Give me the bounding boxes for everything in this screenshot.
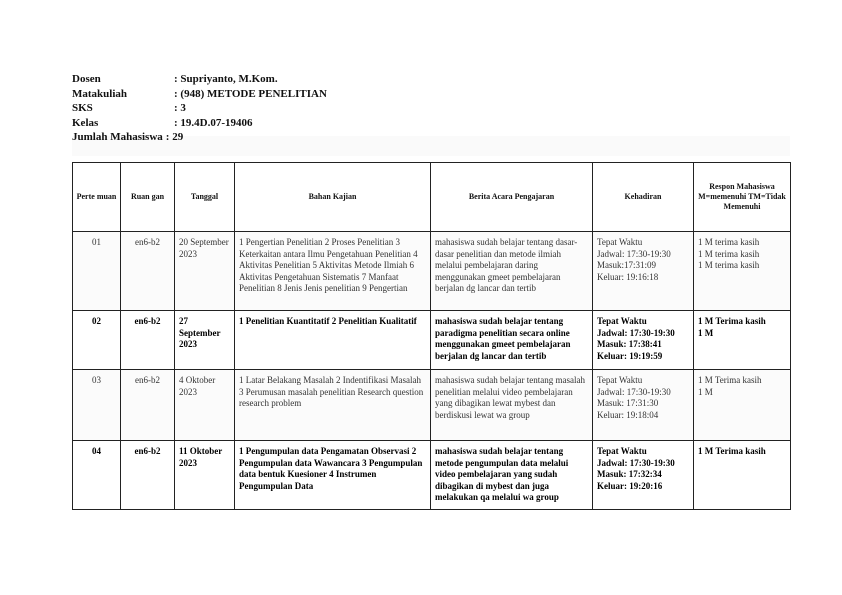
- header-berita: Berita Acara Pengajaran: [431, 163, 593, 232]
- kehadiran-jadwal: Jadwal: 17:30-19:30: [597, 327, 675, 338]
- table-row: [73, 311, 791, 370]
- berita-cell: mahasiswa sudah belajar tentang dasar-dasar penelitian dan metode ilmiah melalui pembelajaran daring menggunakan gmeet pembelajaran berjalan dg lancar dan tertib: [431, 232, 593, 311]
- kehadiran-jadwal: Jadwal: 17:30-19:30: [597, 248, 671, 259]
- respon-line: 1 M terima kasih: [698, 237, 760, 247]
- respon-line: 1 M Terima kasih: [698, 316, 766, 326]
- kehadiran-keluar: Keluar: 19:16:18: [597, 271, 659, 282]
- bahan-cell: 1 Pengertian Penelitian 2 Proses Penelitian 3 Keterkaitan antara Ilmu Pengetahuan Penelitian 4 Aktivitas Penelitian 5 Aktivitas Metode Ilmiah 6 Aktivitas Pengetahuan Sistematis 7 Manfaat Penelitian 8 Jenis Jenis penelitian 9 Pengertian: [235, 232, 431, 311]
- header-pertemuan: Perte muan: [73, 163, 121, 232]
- berita-cell: mahasiswa sudah belajar tentang metode pengumpulan data melalui video pembelajaran yang sudah dibagikan di mybest dan juga melakukan qa melalui wa group: [431, 441, 593, 510]
- tanggal-cell: 4 Oktober 2023: [175, 370, 235, 441]
- sks-label: SKS: [72, 102, 93, 114]
- dosen-value: : Supriyanto, M.Kom.: [174, 73, 278, 85]
- respon-cell: [694, 370, 791, 441]
- kehadiran-status: Tepat Waktu: [597, 316, 647, 326]
- kehadiran-jadwal: Jadwal: 17:30-19:30: [597, 457, 675, 468]
- respon-line: 1 M Terima kasih: [698, 375, 762, 385]
- respon-cell: [694, 232, 791, 311]
- table-row: [73, 441, 791, 510]
- pertemuan-cell: 03: [73, 370, 121, 441]
- berita-cell: mahasiswa sudah belajar tentang masalah penelitian melalui video pembelajaran yang dibagikan lewat mybest dan berdiskusi lewat wa group: [431, 370, 593, 441]
- bahan-cell: 1 Pengumpulan data Pengamatan Observasi 2 Pengumpulan data Wawancara 3 Pengumpulan data bentuk Kuesioner 4 Instrumen Pengumpulan Data: [235, 441, 431, 510]
- matakuliah-row: [72, 87, 327, 102]
- header-kehadiran: Kehadiran: [593, 163, 694, 232]
- kehadiran-masuk: Masuk: 17:38:41: [597, 339, 662, 350]
- kehadiran-cell: [593, 311, 694, 370]
- tanggal-cell: 27 September 2023: [175, 311, 235, 370]
- ruangan-cell: en6-b2: [121, 441, 175, 510]
- kelas-value: : 19.4D.07-19406: [174, 116, 253, 129]
- table-row: [73, 370, 791, 441]
- kehadiran-cell: [593, 441, 694, 510]
- header-tanggal: Tanggal: [175, 163, 235, 232]
- schedule-table: [72, 162, 791, 510]
- course-info-header: [72, 72, 327, 145]
- sks-row: [72, 101, 327, 116]
- table-header-row: [73, 163, 791, 232]
- dosen-label: Dosen: [72, 73, 101, 85]
- ruangan-cell: en6-b2: [121, 232, 175, 311]
- header-respon: Respon Mahasiswa M=memenuhi TM=Tidak Memenuhi: [694, 163, 791, 232]
- table-row: [73, 232, 791, 311]
- kehadiran-jadwal: Jadwal: 17:30-19:30: [597, 386, 671, 397]
- ruangan-cell: en6-b2: [121, 370, 175, 441]
- bahan-cell: 1 Latar Belakang Masalah 2 Indentifikasi Masalah 3 Perumusan masalah penelitian Research question research problem: [235, 370, 431, 441]
- dosen-row: [72, 72, 327, 87]
- bahan-cell: 1 Penelitian Kuantitatif 2 Penelitian Kualitatif: [235, 311, 431, 370]
- kehadiran-status: Tepat Waktu: [597, 446, 647, 456]
- kehadiran-masuk: Masuk:17:31:09: [597, 260, 657, 271]
- kehadiran-keluar: Keluar: 19:20:16: [597, 480, 663, 491]
- kehadiran-cell: [593, 232, 694, 311]
- kehadiran-masuk: Masuk: 17:32:34: [597, 469, 662, 480]
- respon-line: 1 M Terima kasih: [698, 446, 766, 456]
- berita-cell: mahasiswa sudah belajar tentang paradigma penelitian secara online menggunakan gmeet pembelajaran berjalan dg lancar dan tertib: [431, 311, 593, 370]
- respon-line: 1 M: [698, 386, 713, 397]
- ruangan-cell: en6-b2: [121, 311, 175, 370]
- respon-cell: [694, 311, 791, 370]
- pertemuan-cell: 02: [73, 311, 121, 370]
- kehadiran-keluar: Keluar: 19:18:04: [597, 409, 659, 420]
- tanggal-cell: 11 Oktober 2023: [175, 441, 235, 510]
- kehadiran-masuk: Masuk: 17:31:30: [597, 398, 659, 409]
- kelas-row: [72, 116, 327, 131]
- respon-line: 1 M terima kasih: [698, 248, 760, 259]
- kehadiran-status: Tepat Waktu: [597, 375, 643, 385]
- header-ruangan: Ruan gan: [121, 163, 175, 232]
- jumlah-label: Jumlah Mahasiswa: [72, 131, 163, 143]
- respon-line: 1 M terima kasih: [698, 260, 760, 271]
- matakuliah-value: : (948) METODE PENELITIAN: [174, 87, 327, 100]
- kehadiran-status: Tepat Waktu: [597, 237, 643, 247]
- header-bahan: Bahan Kajian: [235, 163, 431, 232]
- kelas-label: Kelas: [72, 116, 99, 129]
- sks-value: : 3: [174, 102, 186, 114]
- pertemuan-cell: 01: [73, 232, 121, 311]
- kehadiran-keluar: Keluar: 19:19:59: [597, 350, 663, 361]
- jumlah-value: : 29: [165, 131, 184, 143]
- kehadiran-cell: [593, 370, 694, 441]
- matakuliah-label: Matakuliah: [72, 87, 128, 100]
- respon-cell: [694, 441, 791, 510]
- respon-line: 1 M: [698, 327, 714, 338]
- jumlah-row: [72, 130, 327, 145]
- tanggal-cell: 20 September 2023: [175, 232, 235, 311]
- pertemuan-cell: 04: [73, 441, 121, 510]
